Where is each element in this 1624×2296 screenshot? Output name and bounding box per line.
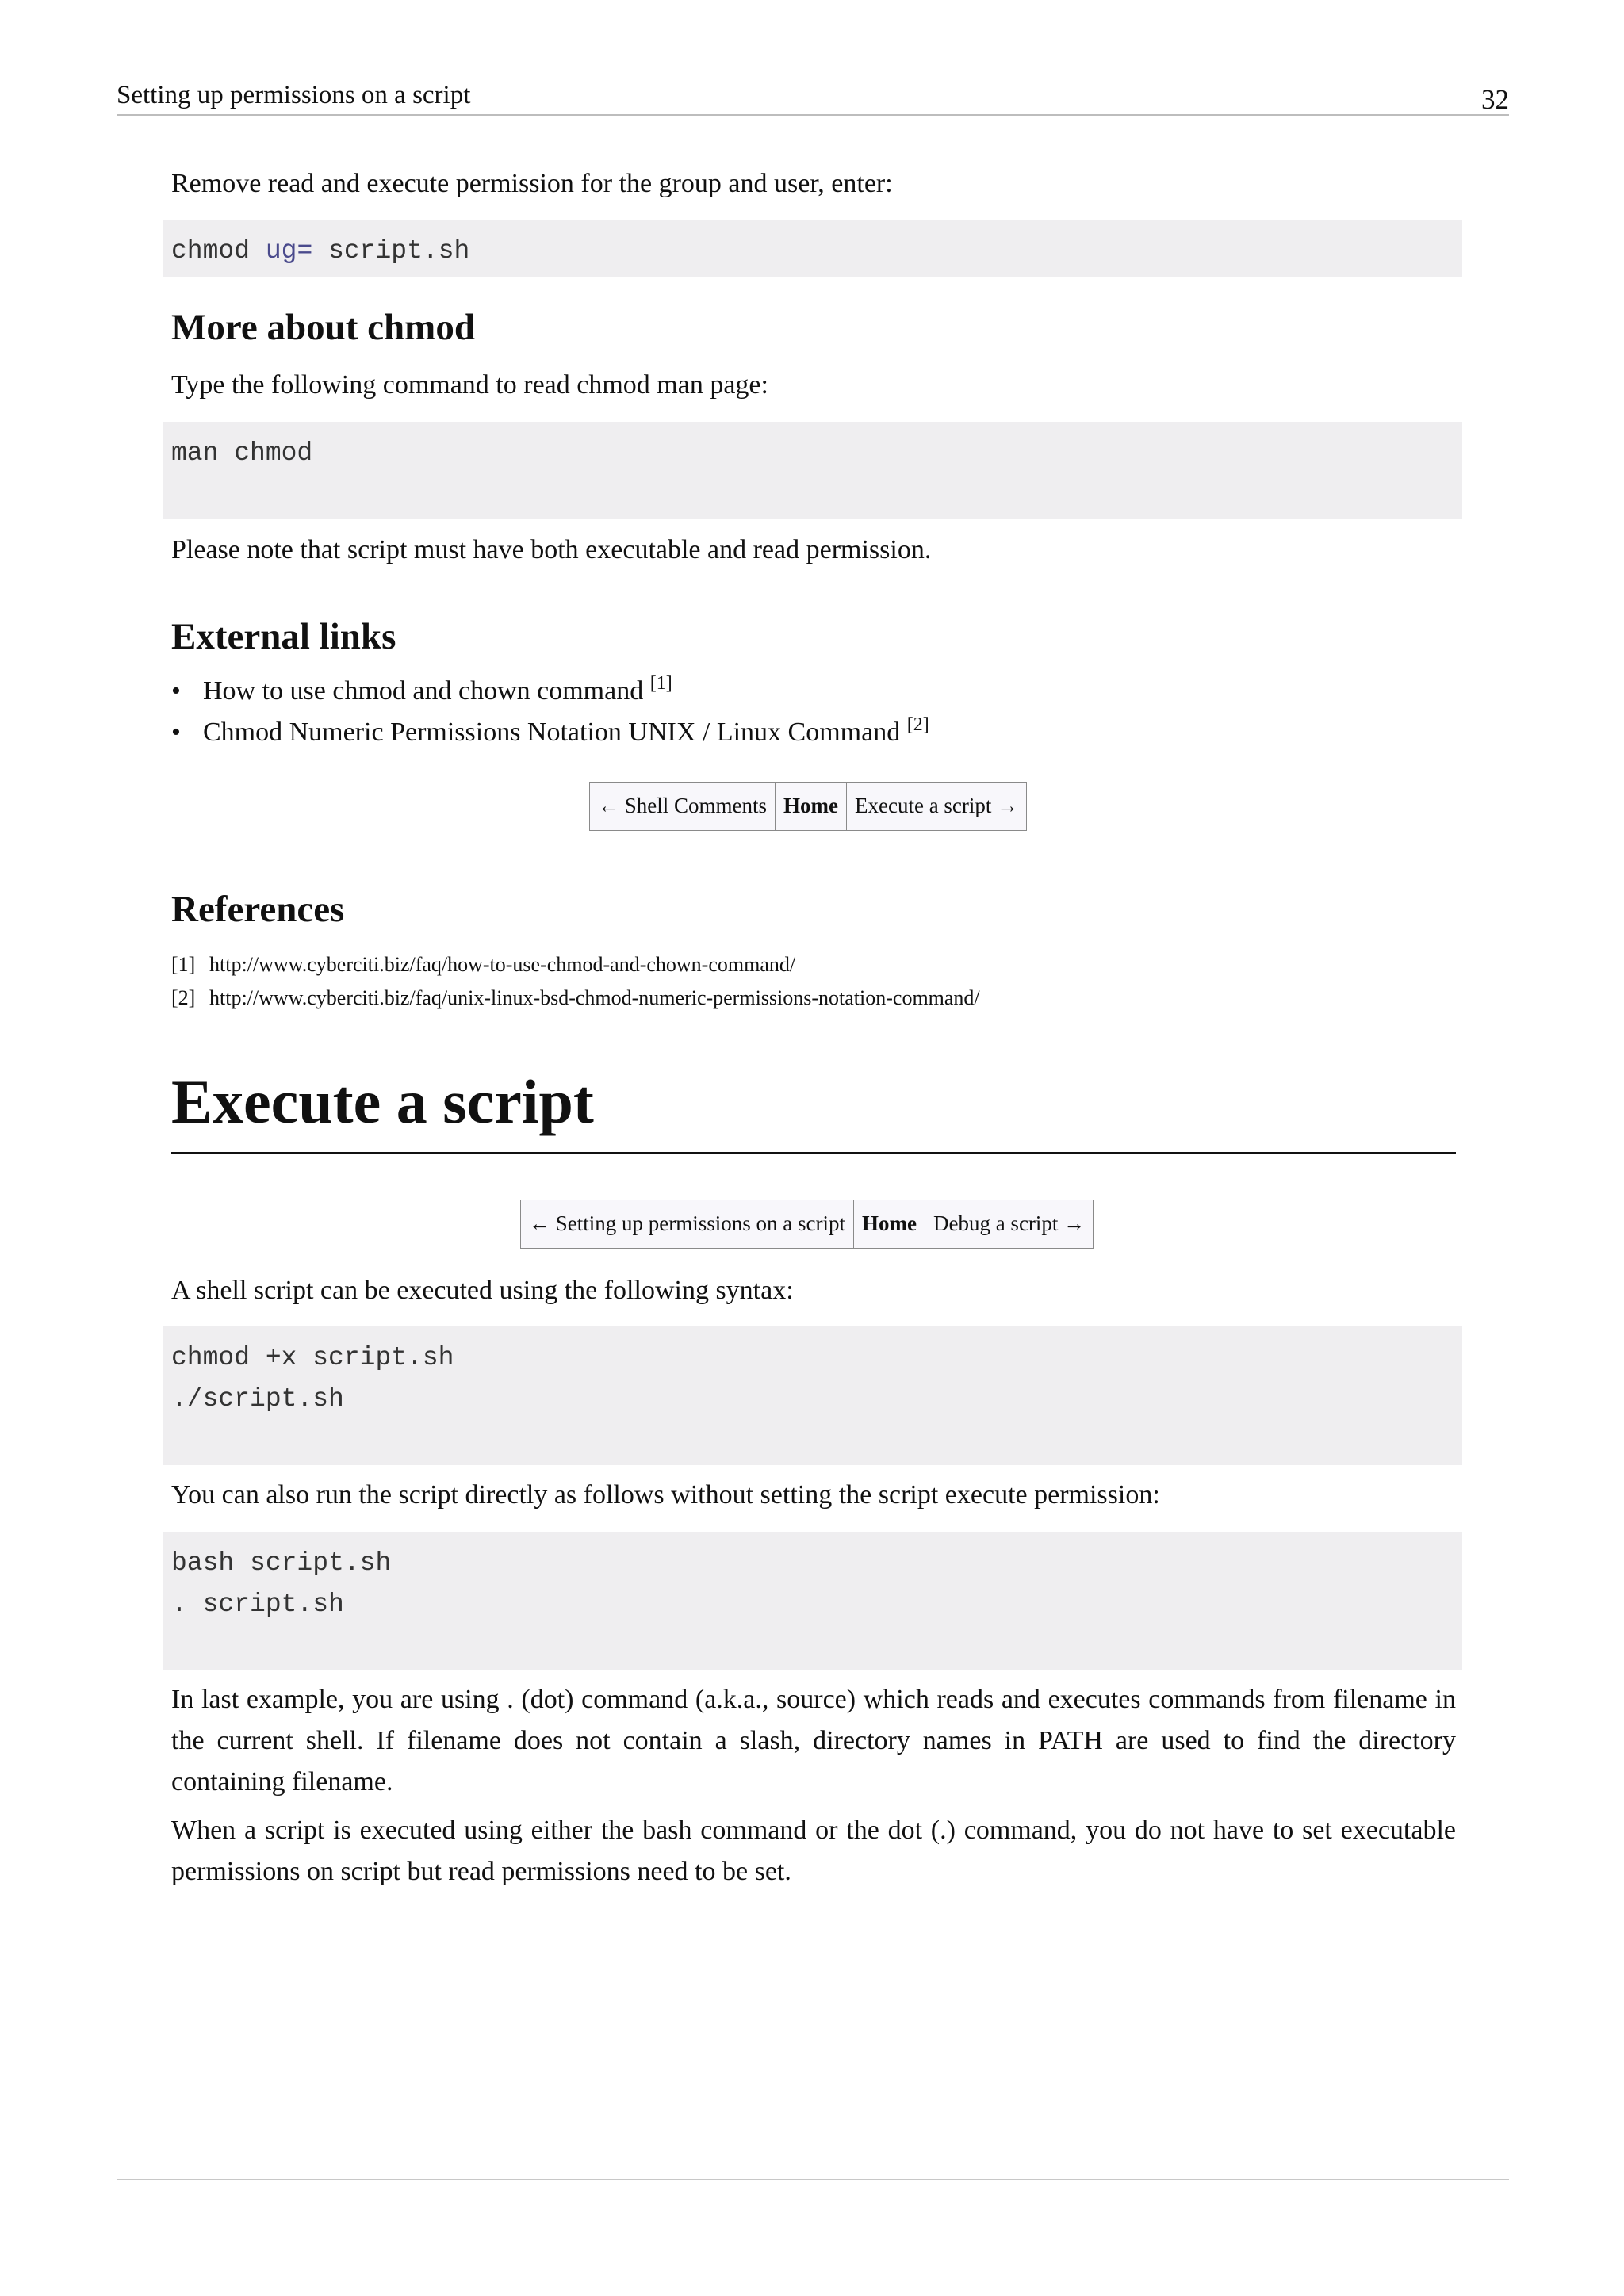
nav-home-link[interactable]: Home [776,783,847,830]
reference-item [171,982,980,1015]
footer-rule [117,2179,1509,2180]
code-block-chmod-ug [163,220,1462,277]
reference-marker[interactable]: [1] [649,673,672,694]
bullet-icon: • [171,676,181,706]
section-heading-external-links: External links [171,616,396,657]
code-line: ./script.sh [171,1384,344,1414]
code-line: . script.sh [171,1590,344,1619]
section-heading-references: References [171,889,345,930]
direct-run-text: You can also run the script directly as follows without setting the script execute permission: [171,1480,1160,1510]
code-filename: script.sh [328,236,470,266]
external-link-text[interactable]: How to use chmod and chown command [203,676,644,706]
code-line: man chmod [171,438,313,468]
reference-number: [1] [171,953,196,976]
permissions-paragraph: When a script is executed using either the bash command or the dot (.) command, you do not have to set executable permissions on script but read permissions need to be set. [171,1816,1456,1886]
code-argument: ug= [265,236,313,266]
nav-prev-link[interactable]: ← Shell Comments [590,783,776,830]
navigation-box [520,1200,1094,1249]
code-command: chmod [171,236,251,266]
nav-next-link[interactable]: Debug a script → [933,1211,1086,1235]
navigation-box [589,782,1027,831]
section-heading-more-about-chmod: More about chmod [171,307,475,348]
reference-url[interactable]: http://www.cyberciti.biz/faq/unix-linux-bsd-chmod-numeric-permissions-notation-command/ [209,986,980,1009]
chapter-title: Execute a script [171,1067,594,1136]
reference-url[interactable]: http://www.cyberciti.biz/faq/how-to-use-chmod-and-chown-command/ [209,953,796,976]
syntax-text: A shell script can be executed using the following syntax: [171,1276,794,1305]
reference-marker[interactable]: [2] [906,714,929,735]
references-list [171,948,980,1015]
bullet-icon: • [171,718,181,747]
running-header-title: Setting up permissions on a script [117,81,471,109]
page-number: 32 [1481,84,1509,115]
dot-command-paragraph: In last example, you are using . (dot) command (a.k.a., source) which reads and executes commands from filename in the current shell. If filename does not contain a slash, directory names in PATH are used to find the directory containing filename. [171,1685,1456,1797]
title-divider [171,1152,1456,1154]
intro-text: Remove read and execute permission for the group and user, enter: [171,169,893,198]
reference-number: [2] [171,986,196,1009]
external-link-text[interactable]: Chmod Numeric Permissions Notation UNIX / Linux Command [203,718,901,747]
permission-note: Please note that script must have both executable and read permission. [171,535,932,564]
code-block-execute [163,1326,1462,1465]
nav-next-link[interactable]: Execute a script → [855,794,1019,817]
reference-item [171,948,980,982]
nav-home-link[interactable]: Home [854,1200,925,1248]
external-link-item[interactable] [171,712,929,753]
more-about-text: Type the following command to read chmod man page: [171,370,768,400]
code-line: chmod +x script.sh [171,1343,454,1372]
running-header [117,78,1509,116]
code-block-man-chmod [163,422,1462,519]
nav-prev-link[interactable]: ← Setting up permissions on a script [521,1200,854,1248]
external-link-item[interactable] [171,671,929,712]
external-links-list [171,671,929,753]
code-line: bash script.sh [171,1548,392,1578]
code-block-direct-run [163,1532,1462,1670]
